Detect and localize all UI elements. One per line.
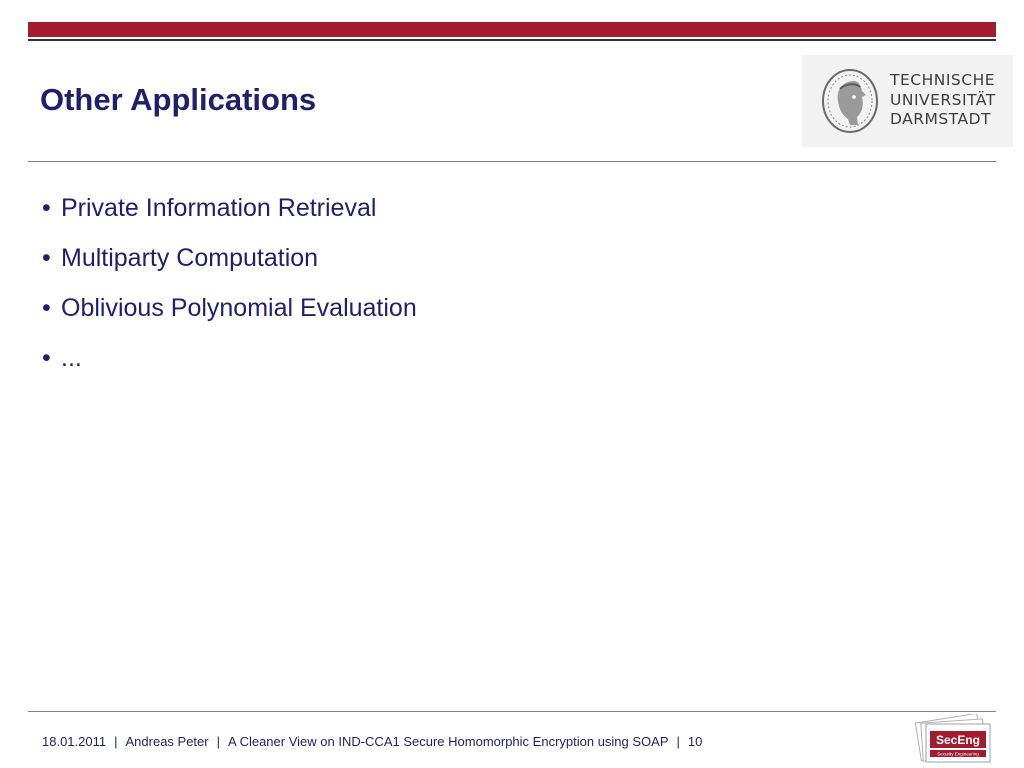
- bullet-marker: •: [42, 194, 51, 222]
- athena-head-seal-icon: [820, 67, 880, 135]
- list-item: [42, 344, 417, 394]
- header-accent-bar: [28, 22, 996, 37]
- footer-separator: |: [676, 734, 680, 749]
- list-item: [42, 244, 417, 294]
- bullet-marker: •: [42, 244, 51, 272]
- logo-line-1: TECHNISCHE: [890, 71, 996, 89]
- seceng-wordmark: SecEng: [935, 733, 981, 747]
- bullet-list: [42, 194, 417, 394]
- footer-talk-title: A Cleaner View on IND-CCA1 Secure Homomorphic Encryption using SOAP: [228, 734, 669, 749]
- tu-darmstadt-logo: [802, 55, 1013, 147]
- slide-title: Other Applications: [40, 82, 317, 117]
- header-thin-rule: [28, 39, 996, 41]
- header-divider: [28, 161, 996, 162]
- bullet-marker: •: [42, 294, 51, 322]
- bullet-text: Oblivious Polynomial Evaluation: [61, 294, 417, 322]
- logo-line-3: DARMSTADT: [890, 110, 992, 128]
- bullet-marker: •: [42, 344, 51, 372]
- seceng-logo: [912, 714, 996, 766]
- footer-divider: [28, 711, 996, 712]
- footer-date: 18.01.2011: [42, 734, 107, 749]
- seceng-tagline: Security Engineering: [937, 751, 979, 757]
- footer-separator: |: [216, 734, 220, 749]
- bullet-text: ...: [61, 344, 82, 372]
- bullet-text: Multiparty Computation: [61, 244, 319, 272]
- footer-separator: |: [114, 734, 118, 749]
- footer-author: Andreas Peter: [125, 734, 209, 749]
- bullet-text: Private Information Retrieval: [61, 194, 377, 222]
- list-item: [42, 194, 417, 244]
- logo-wordmark: [890, 71, 996, 130]
- logo-line-2: UNIVERSITÄT: [890, 90, 996, 109]
- footer-page-number: 10: [687, 734, 703, 749]
- slide-footer: [42, 734, 702, 749]
- list-item: [42, 294, 417, 344]
